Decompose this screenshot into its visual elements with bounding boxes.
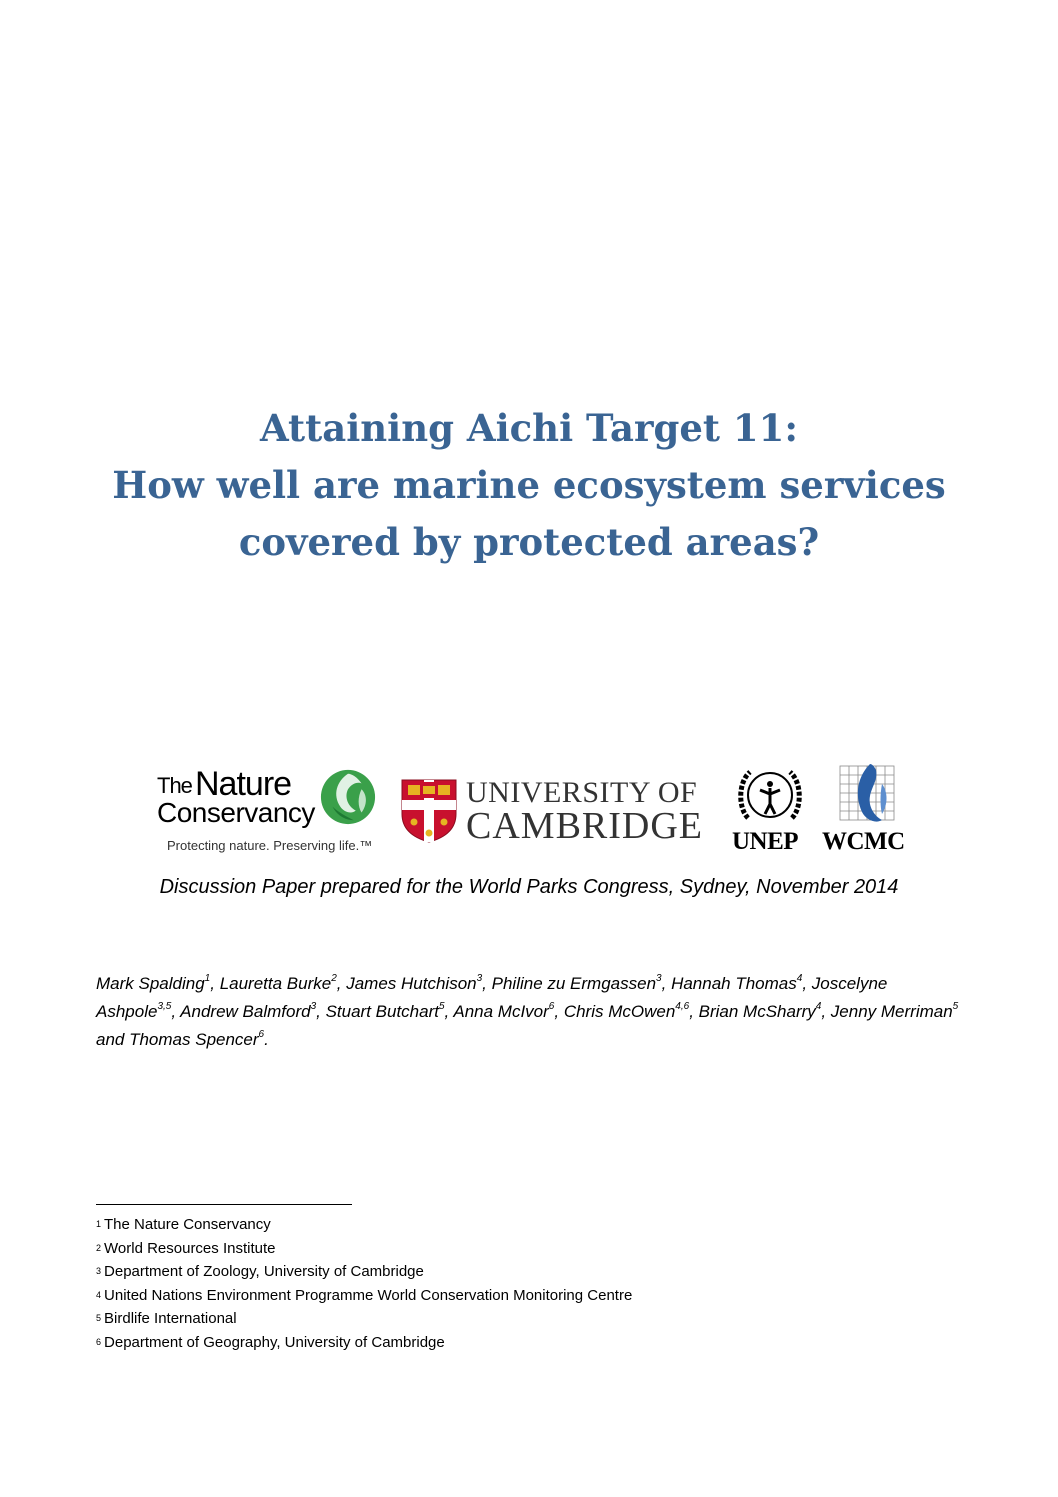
partner-logos	[0, 760, 1058, 860]
author-separator: ,	[661, 974, 672, 993]
author-affiliation: 6	[258, 1029, 265, 1041]
author-separator: ,	[444, 1002, 454, 1021]
footnote-item	[96, 1214, 632, 1238]
author-separator: ,	[821, 1002, 831, 1021]
tnc-logo-nature: Nature	[195, 765, 292, 803]
author-name: Hannah Thomas	[671, 974, 797, 993]
author-name: Brian McSharry	[698, 1002, 816, 1021]
author-affiliation: 5	[438, 1001, 445, 1013]
wcmc-logo	[820, 762, 915, 856]
title-line-2: How well are marine ecosystem services	[112, 463, 946, 507]
author-affiliation: 1	[204, 973, 211, 985]
author-name: Andrew Balmford	[180, 1002, 311, 1021]
author-name: Stuart Butchart	[325, 1002, 439, 1021]
tnc-tagline: Protecting nature. Preserving life.™	[167, 838, 373, 853]
footnote-number: 4	[96, 1289, 102, 1300]
author-name: James Hutchison	[346, 974, 477, 993]
footnote-number: 6	[96, 1336, 102, 1347]
tnc-logo	[155, 765, 380, 855]
author-affiliation: 3,5	[157, 1001, 172, 1013]
footnote-item	[96, 1332, 632, 1356]
tnc-logo-the: The	[157, 773, 192, 798]
unep-logo	[730, 764, 814, 856]
author-list	[96, 970, 966, 1054]
title-line-1: Attaining Aichi Target 11:	[260, 406, 798, 450]
author-affiliation: 2	[331, 973, 337, 985]
tnc-logo-conservancy: Conservancy	[157, 797, 315, 828]
author-separator: ,	[171, 1002, 181, 1021]
author-affiliation: 4	[796, 973, 803, 985]
cambridge-logo	[400, 778, 710, 848]
author-separator: ,	[554, 1002, 564, 1021]
author-affiliation: 3	[656, 973, 662, 985]
footnote-number: 5	[96, 1313, 102, 1324]
wcmc-emblem-icon	[836, 762, 898, 826]
author-separator: ,	[336, 974, 347, 993]
footnote-item	[96, 1308, 632, 1332]
author-affiliation: 3	[310, 1001, 317, 1013]
author-name: Lauretta Burke	[219, 974, 332, 993]
unep-label: UNEP	[732, 828, 799, 855]
footnote-item	[96, 1261, 632, 1285]
author-affiliation: 4	[815, 1001, 822, 1013]
paper-title	[0, 400, 1058, 571]
footnote-text: Department of Geography, University of Cambridge	[104, 1333, 445, 1351]
cambridge-line-2: CAMBRIDGE	[466, 805, 704, 847]
cambridge-shield-icon	[400, 778, 458, 844]
unep-emblem-icon	[734, 764, 806, 830]
author-separator: ,	[210, 974, 220, 993]
author-separator: ,	[689, 1002, 699, 1021]
footnote-text: Department of Zoology, University of Cambridge	[104, 1263, 424, 1281]
cambridge-line-1: UNIVERSITY OF	[466, 776, 698, 809]
footnote-item	[96, 1238, 632, 1262]
author-separator: ,	[316, 1002, 326, 1021]
author-name: Thomas Spencer	[129, 1030, 259, 1049]
author-name: Joscelyne Ashpole	[96, 974, 888, 1021]
footnote-text: The Nature Conservancy	[104, 1216, 271, 1233]
footnotes	[96, 1214, 632, 1356]
footnote-number: 3	[96, 1266, 102, 1277]
footnote-text: World Resources Institute	[104, 1239, 276, 1257]
author-name: Mark Spalding	[96, 974, 205, 993]
author-name: Jenny Merriman	[830, 1002, 953, 1021]
author-affiliation: 3	[476, 973, 483, 985]
footnote-number: 2	[96, 1242, 102, 1253]
author-name: Philine zu Ermgassen	[491, 974, 657, 993]
wcmc-label: WCMC	[822, 828, 905, 855]
footnote-divider	[96, 1204, 352, 1205]
author-affiliation: 5	[952, 1001, 959, 1013]
tnc-globe-icon	[319, 768, 377, 826]
author-name: Chris McOwen	[563, 1002, 676, 1021]
author-separator: .	[264, 1030, 269, 1049]
footnote-text: United Nations Environment Programme World Conservation Monitoring Centre	[104, 1286, 633, 1304]
discussion-paper-subtitle: Discussion Paper prepared for the World Parks Congress, Sydney, November 2014	[159, 876, 899, 898]
author-affiliation: 4,6	[675, 1001, 690, 1013]
title-line-3: covered by protected areas?	[238, 520, 820, 564]
footnote-text: Birdlife International	[104, 1310, 237, 1328]
author-separator: and	[96, 1030, 130, 1049]
author-separator: ,	[482, 974, 492, 993]
author-affiliation: 6	[548, 1001, 555, 1013]
author-separator: ,	[802, 974, 812, 993]
footnote-item	[96, 1285, 632, 1309]
footnote-number: 1	[96, 1219, 102, 1229]
author-name: Anna McIvor	[453, 1002, 549, 1021]
